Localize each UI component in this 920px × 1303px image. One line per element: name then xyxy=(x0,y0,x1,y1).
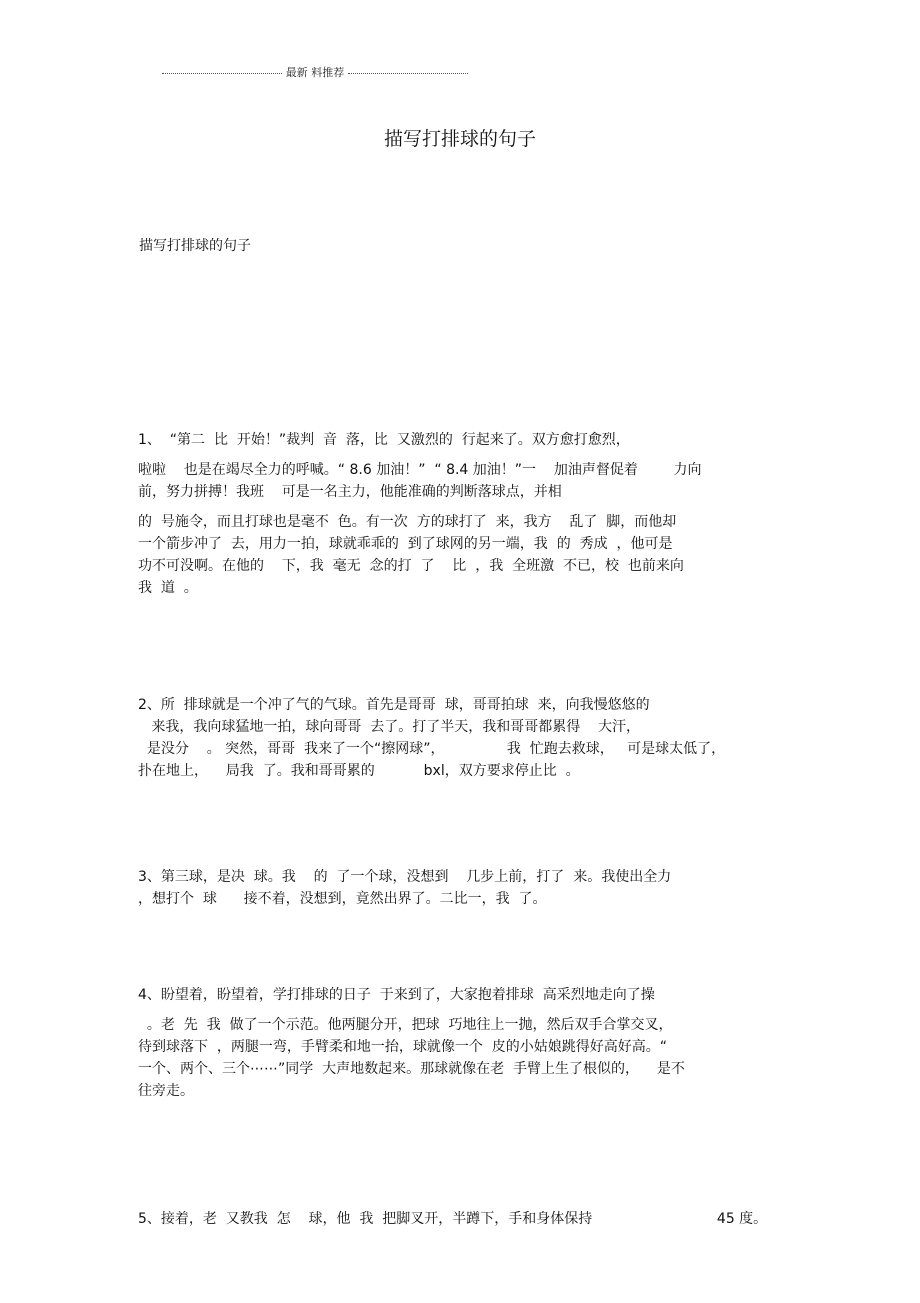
document-title: 描写打排球的句子 xyxy=(383,128,536,150)
paragraph-line: 1、 “第二 比 开始！”裁判 音 落，比 又激烈的 行起来了。双方愈打愈烈， xyxy=(138,432,630,448)
paragraph-line: 的 号施令，而且打球也是毫不 色。有一次 方的球打了 来，我方 乱了 脚，而他却 xyxy=(138,514,677,530)
paragraph-line: 待到球落下 ，两腿一弯，手臂柔和地一抬，球就像一个 皮的小姑娘跳得好高好高。“ xyxy=(138,1039,668,1055)
header-dots-left xyxy=(162,73,282,74)
paragraph-line: 往旁走。 xyxy=(138,1083,194,1099)
document-subtitle: 描写打排球的句子 xyxy=(139,238,251,254)
paragraph-line: 一个箭步冲了 去，用力一拍，球就乖乖的 到了球网的另一端，我 的 秀成 ，他可是 xyxy=(138,536,673,552)
page-header xyxy=(162,64,468,80)
header-label: 最新 料推荐 xyxy=(285,66,345,79)
paragraph-line: 扑在地上， 局我 了。我和哥哥累的 bxl，双方要求停止比 。 xyxy=(138,763,580,779)
paragraph-4 xyxy=(138,984,778,1102)
paragraph-gap xyxy=(138,451,778,459)
paragraph-line: 啦啦 也是在竭尽全力的呼喊。“ 8.6 加油！” “ 8.4 加油！”一 加油声督促着 力向 xyxy=(138,462,702,478)
paragraph-line: 功不可没啊。在他的 下，我 毫无 念的打 了 比 ，我 全班激 不已，校 也前来向 xyxy=(138,558,684,574)
paragraph-line: 一个、两个、三个⋯⋯”同学 大声地数起来。那球就像在老 手臂上生了根似的， 是不 xyxy=(138,1061,685,1077)
paragraph-line: ，想打个 球 接不着，没想到，竟然出界了。二比一，我 了。 xyxy=(138,891,547,907)
header-dots-right xyxy=(348,73,468,74)
paragraph-gap xyxy=(138,1006,778,1014)
paragraph-line: 4、盼望着，盼望着，学打排球的日子 于来到了，大家抱着排球 高采烈地走向了操 xyxy=(138,987,655,1003)
paragraph-line: 是没分 。 突然，哥哥 我来了一个“擦网球”， 我 忙跑去救球， 可是球太低了， xyxy=(138,741,726,757)
paragraph-1 xyxy=(138,429,778,599)
paragraph-line: 。老 先 我 做了一个示范。他两腿分开，把球 巧地往上一抛，然后双手合掌交叉， xyxy=(138,1017,673,1033)
paragraph-line: 2、所 排球就是一个冲了气的气球。首先是哥哥 球，哥哥拍球 来，向我慢悠悠的 xyxy=(138,697,650,713)
paragraph-line: 5、接着，老 又教我 怎 球，他 我 把脚叉开，半蹲下，手和身体保持 45 度。 xyxy=(138,1211,768,1227)
paragraph-line: 3、第三球，是决 球。我 的 了一个球，没想到 几步上前，打了 来。我使出全力 xyxy=(138,869,672,885)
paragraph-2 xyxy=(138,694,778,782)
paragraph-5 xyxy=(138,1208,798,1230)
paragraph-gap xyxy=(138,503,778,511)
paragraph-line: 来我，我向球猛地一拍，球向哥哥 去了。打了半天，我和哥哥都累得 大汗， xyxy=(138,719,641,735)
paragraph-line: 前，努力拼搏！我班 可是一名主力，他能准确的判断落球点，并相 xyxy=(138,484,562,500)
paragraph-line: 我 道 。 xyxy=(138,580,198,596)
paragraph-3 xyxy=(138,866,778,910)
